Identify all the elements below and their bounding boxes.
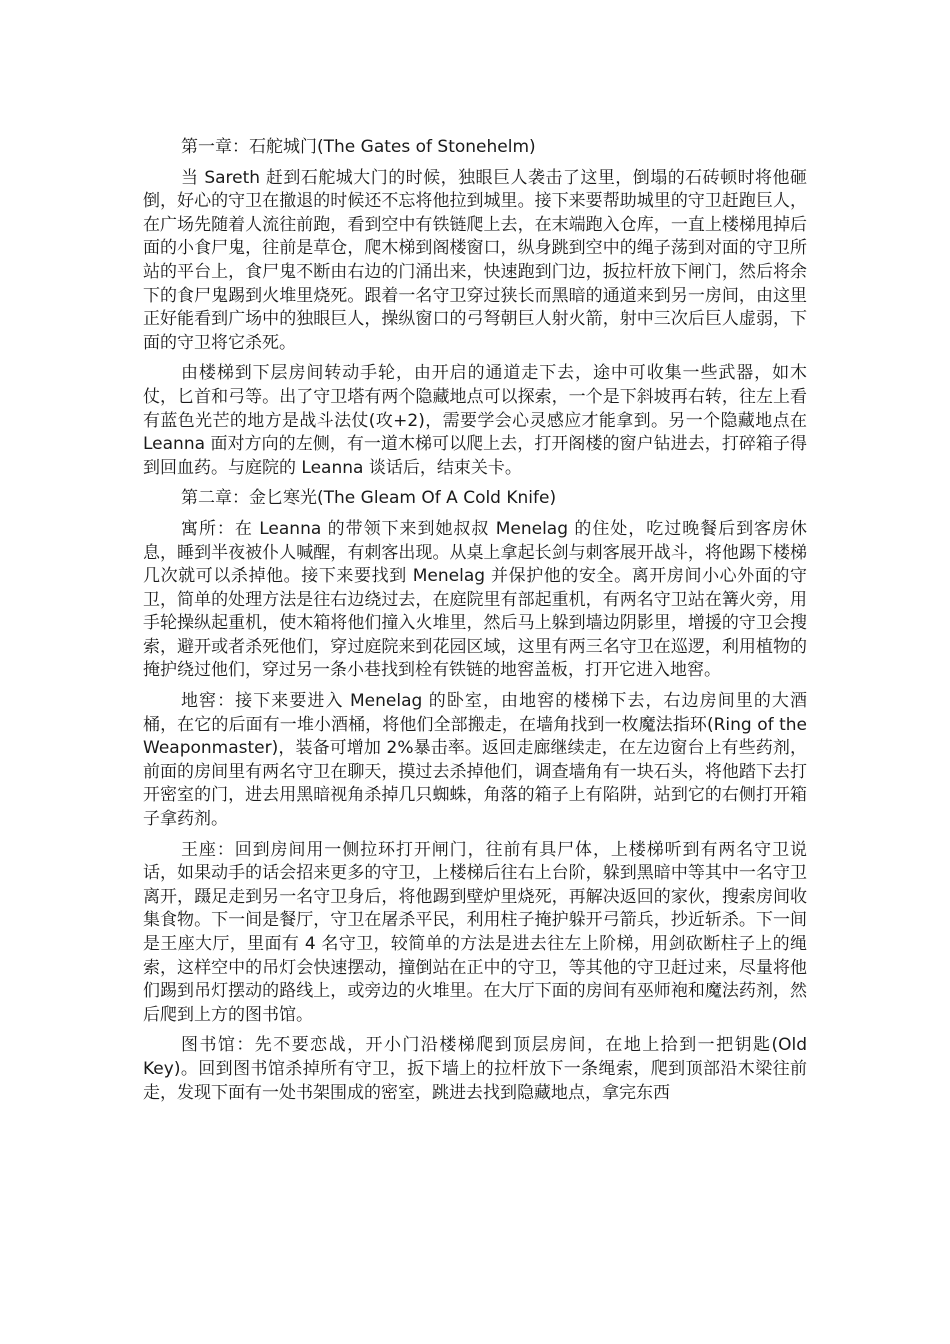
chapter-2-paragraph-library: 图书馆：先不要恋战，开小门沿楼梯爬到顶层房间，在地上拾到一把钥匙(Old Key)。回到图书馆杀掉所有守卫，扳下墙上的拉杆放下一条绳索，爬到顶部沿木梁往前走，发现下面有一处书架围成的密室，跳进去找到隐藏地点，拿完东西: [143, 1035, 807, 1103]
chapter-1-title: 第一章：石舵城门(The Gates of Stonehelm): [181, 137, 536, 157]
chapter-1-paragraph-2: 由楼梯到下层房间转动手轮，由开启的通道走下去，途中可收集一些武器，如木仗，匕首和弓等。出了守卫塔有两个隐藏地点可以探索，一个是下斜坡再右转，往左上看有蓝色光芒的地方是战斗法仗(攻+2)，需要学会心灵感应才能拿到。另一个隐藏地点在 Leanna 面对方向的左侧，有一道木梯可以爬上去，打开阁楼的窗户钻进去，打碎箱子得到回血药。与庭院的 Leanna 谈话后，结束关卡。: [143, 363, 807, 478]
chapter-1-paragraph-1: 当 Sareth 赶到石舵城大门的时候，独眼巨人袭击了这里，倒塌的石砖顿时将他砸倒，好心的守卫在撤退的时候还不忘将他拉到城里。接下来要帮助城里的守卫赶跑巨人，在广场先随着人流往前跑，看到空中有铁链爬上去，在末端跑入仓库，一直上楼梯甩掉后面的小食尸鬼，往前是草仓，爬木梯到阁楼窗口，纵身跳到空中的绳子荡到对面的守卫所站的平台上，食尸鬼不断由右边的门涌出来，快速跑到门边，扳拉杆放下闸门，然后将余下的食尸鬼踢到火堆里烧死。跟着一名守卫穿过狭长而黑暗的通道来到另一房间，由这里正好能看到广场中的独眼巨人，操纵窗口的弓弩朝巨人射火箭，射中三次后巨人虚弱，下面的守卫将它杀死。: [143, 167, 807, 353]
document-page: [143, 136, 807, 1112]
chapter-2-paragraph-throne: 王座：回到房间用一侧拉环打开闸门，往前有具尸体，上楼梯听到有两名守卫说话，如果动手的话会招来更多的守卫，上楼梯后往右上台阶，躲到黑暗中等其中一名守卫离开，蹑足走到另一名守卫身后，将他踢到壁炉里烧死，再解决返回的家伙，搜索房间收集食物。下一间是餐厅，守卫在屠杀平民，利用柱子掩护躲开弓箭兵，抄近斩杀。下一间是王座大厅，里面有 4 名守卫，较简单的方法是进去往左上阶梯，用剑砍断柱子上的绳索，这样空中的吊灯会快速摆动，撞倒站在正中的守卫，等其他的守卫赶过来，尽量将他们踢到吊灯摆动的路线上，或旁边的火堆里。在大厅下面的房间有巫师袍和魔法药剂，然后爬到上方的图书馆。: [143, 839, 807, 1025]
chapter-2-paragraph-residence: 寓所：在 Leanna 的带领下来到她叔叔 Menelag 的住处，吃过晚餐后到客房休息，睡到半夜被仆人喊醒，有刺客出现。从桌上拿起长剑与刺客展开战斗，将他踢下楼梯几次就可以杀掉他。接下来要找到 Menelag 并保护他的安全。离开房间小心外面的守卫，简单的处理方法是往右边绕过去，在庭院里有部起重机，有两名守卫站在篝火旁，用手轮操纵起重机，使木箱将他们撞入火堆里，然后马上躲到墙边阴影里，增援的守卫会搜索，避开或者杀死他们，穿过庭院来到花园区域，这里有两三名守卫在巡逻，利用植物的掩护绕过他们，穿过另一条小巷找到栓有铁链的地窖盖板，打开它进入地窖。: [143, 518, 807, 681]
chapter-2-paragraph-cellar: 地窖：接下来要进入 Menelag 的卧室，由地窖的楼梯下去，右边房间里的大酒桶，在它的后面有一堆小酒桶，将他们全部搬走，在墙角找到一枚魔法指环(Ring of the Weaponmaster)，装备可增加 2%暴击率。返回走廊继续走，在左边窗台上有些药剂，前面的房间里有两名守卫在聊天，摸过去杀掉他们，调查墙角有一块石头，将他踏下去打开密室的门，进去用黑暗视角杀掉几只蜘蛛，角落的箱子上有陷阱，站到它的右侧打开箱子拿药剂。: [143, 691, 807, 830]
chapter-2-title: 第二章：金匕寒光(The Gleam Of A Cold Knife): [181, 488, 557, 509]
